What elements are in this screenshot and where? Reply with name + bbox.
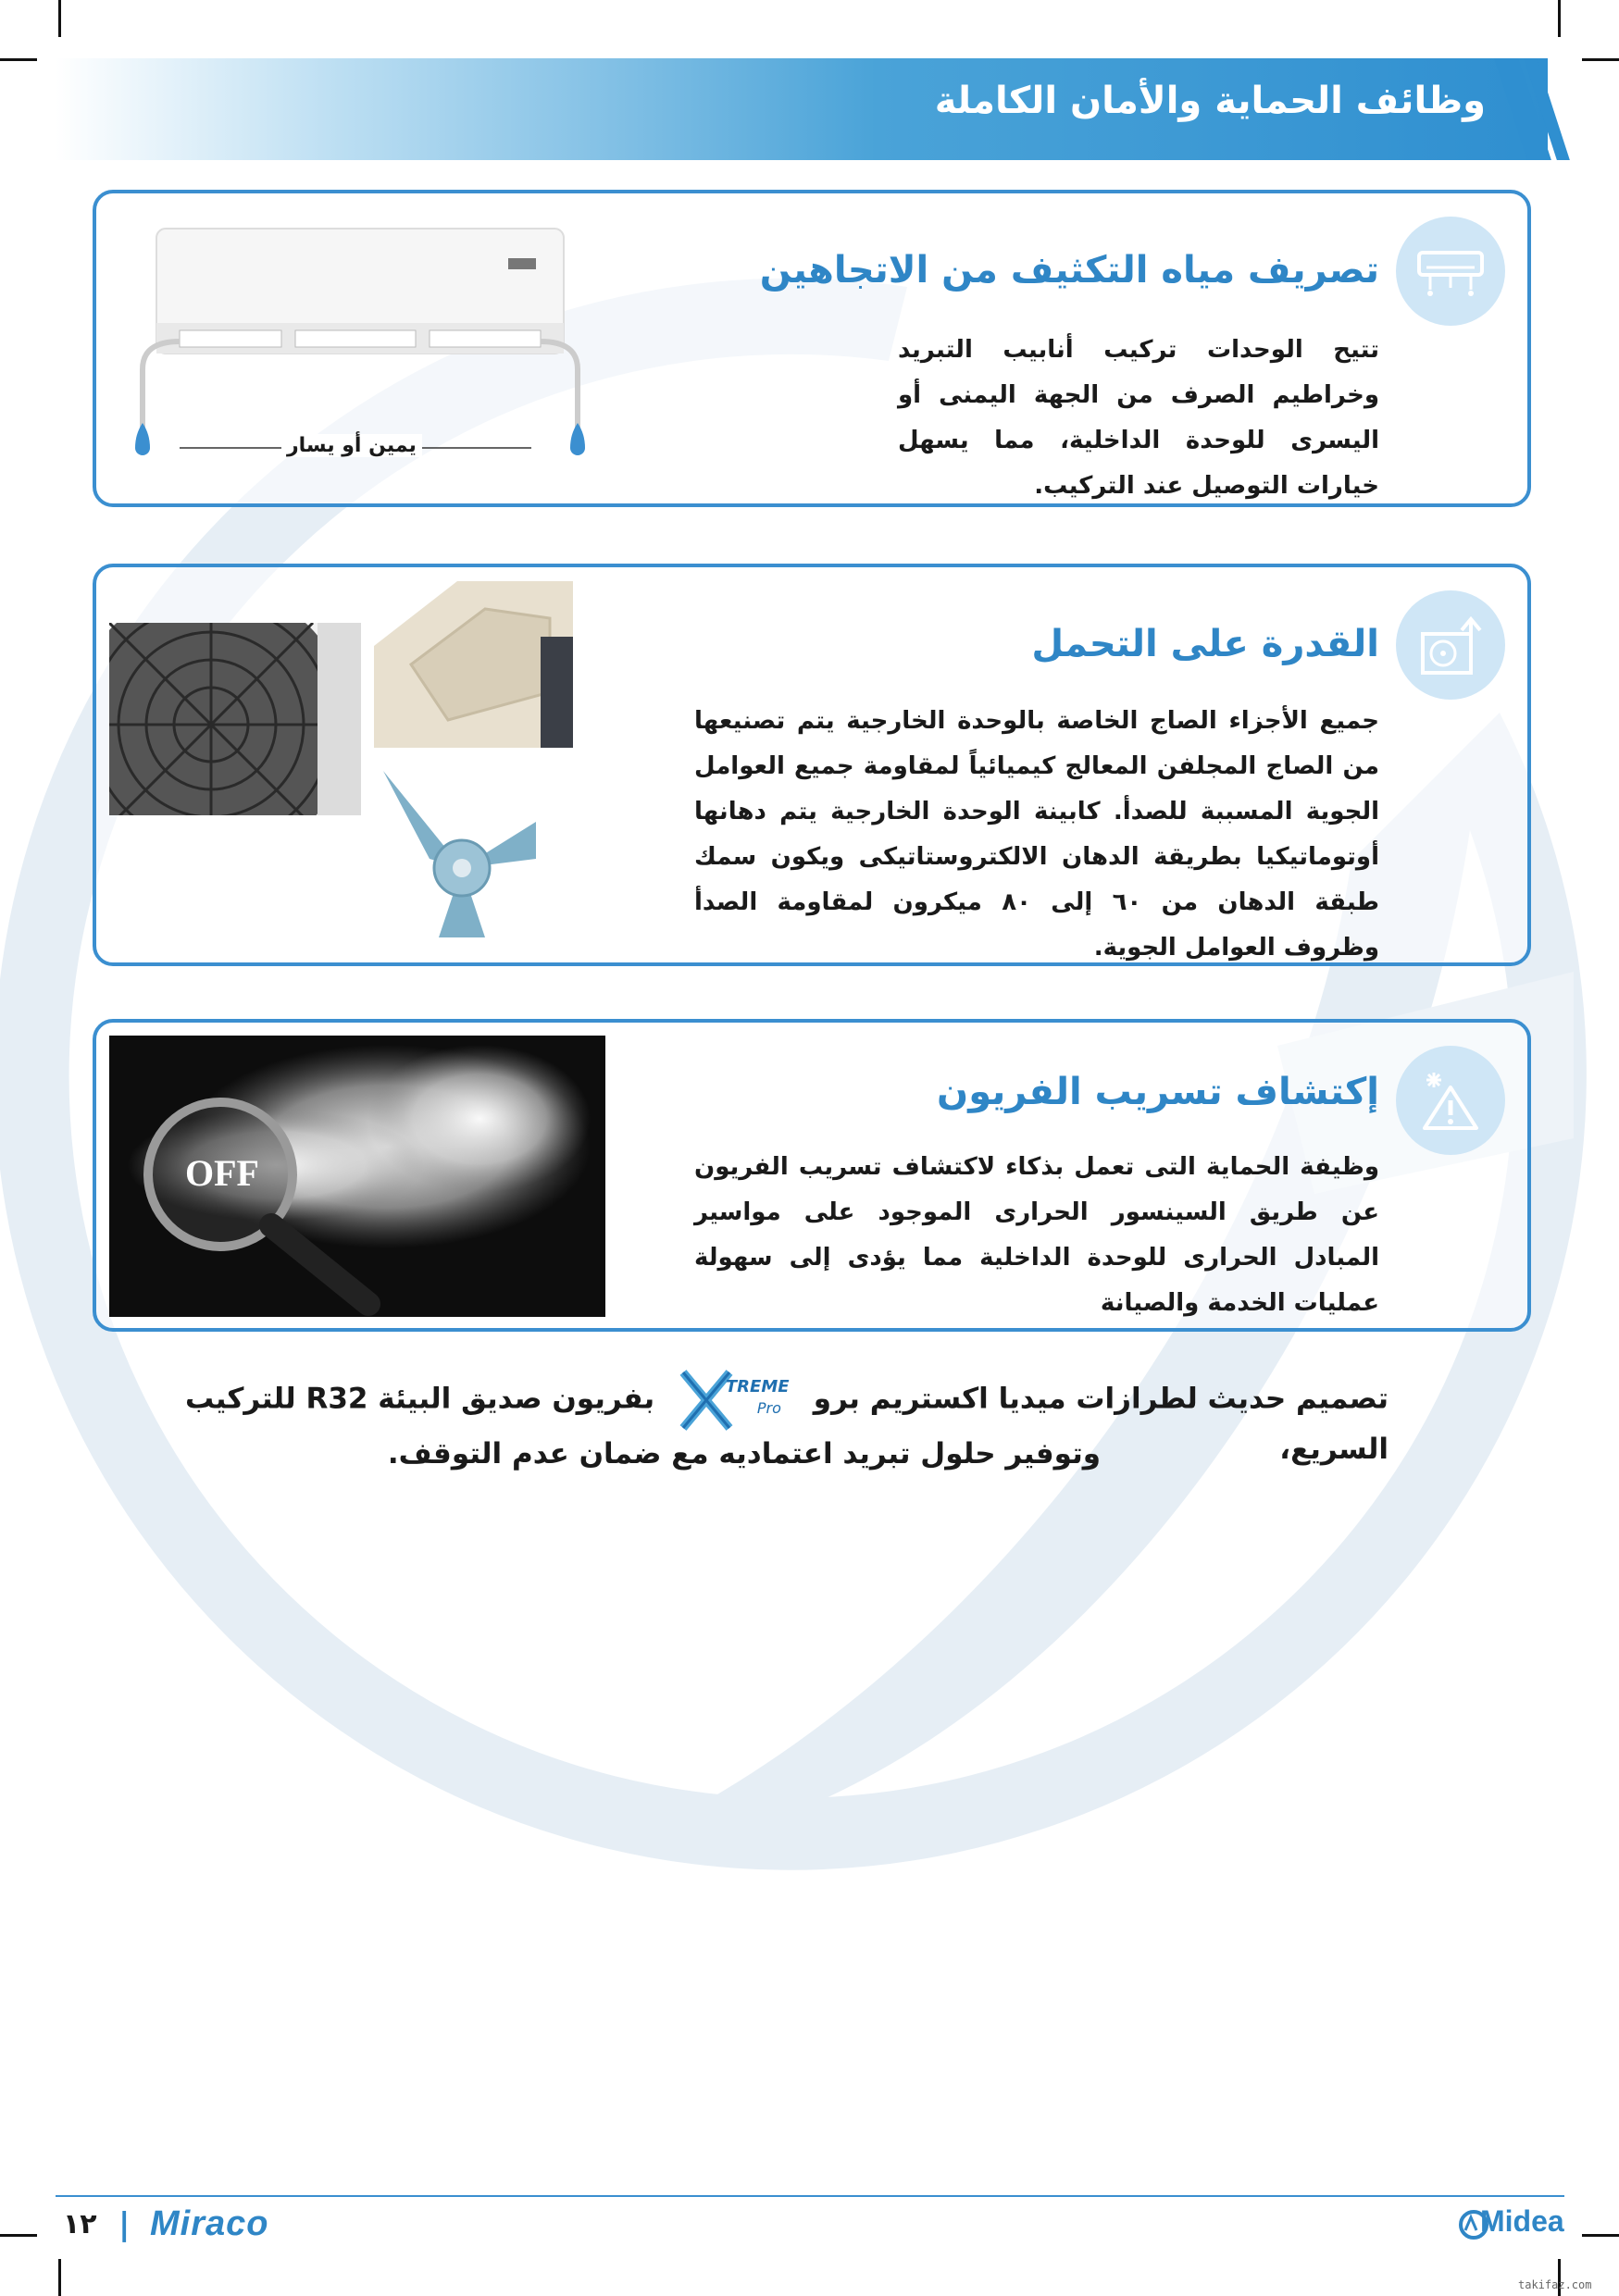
outdoor-unit-icon — [1396, 590, 1505, 700]
card-title: تصريف مياه التكثيف من الاتجاهين — [759, 249, 1379, 292]
fan-blade-image — [374, 766, 541, 937]
statement-part-2: بفريون صديق البيئة R32 للتركيب السريع، — [184, 1382, 1389, 1466]
card-description: وظيفة الحماية التى تعمل بذكاء لاكتشاف تسريب الفريون عن طريق السينسور الحرارى الموجود على مواسير المبادل الحرارى للوحدة الداخلية مما يؤدى إلى سهولة عمليات الخدمة والصيانة — [694, 1153, 1379, 1317]
statement-part-1: تصميم حديث لطرازات ميديا اكستريم برو — [813, 1382, 1389, 1416]
xtreme-pro-logo — [665, 1368, 803, 1433]
off-label: OFF — [185, 1152, 259, 1194]
footer-separator: | — [118, 2206, 131, 2243]
galvanized-panel-image — [374, 581, 573, 748]
site-watermark: takifaz.com — [1518, 2278, 1592, 2291]
fan-grille-image — [109, 623, 361, 815]
refrigerant-leak-image — [109, 1036, 605, 1317]
card-description: تتيح الوحدات تركيب أنابيب التبريد وخراطيم الصرف من الجهة اليمنى أو اليسرى للوحدة الداخلية، مما يسهل خيارات التوصيل عند التركيب. — [898, 336, 1379, 500]
crop-mark — [1558, 0, 1561, 37]
feature-card-durability — [93, 564, 1531, 966]
crop-mark — [58, 2259, 61, 2296]
feature-card-drain — [93, 190, 1531, 507]
crop-mark — [0, 58, 37, 61]
image-caption: يمين أو يسار — [281, 434, 422, 457]
feature-card-leak-detection — [93, 1019, 1531, 1332]
crop-mark — [58, 0, 61, 37]
logo-text-bottom: Pro — [756, 1399, 781, 1417]
card-description: جميع الأجزاء الصاج الخاصة بالوحدة الخارجية يتم تصنيعها من الصاج المجلفن المعالج كيميائياً لمقاومة جميع العوامل الجوية المسببة للصدأ. كابينة الوحدة الخارجية يتم دهانها أوتوماتيكيا بطريقة الدهان الالكتروستاتيكى ويكون سمك طبقة الدهان من ٦٠ إلى ٨٠ ميكرون لمقاومة الصدأ وظروف العوامل الجوية. — [694, 707, 1379, 962]
crop-mark — [1582, 2234, 1619, 2237]
crop-mark — [0, 2234, 37, 2237]
bottom-statement-line-2: وتوفير حلول تبريد اعتماديه مع ضمان عدم التوقف. — [387, 1437, 1101, 1471]
footer-divider — [56, 2195, 1564, 2197]
indoor-unit-drain-icon — [1396, 217, 1505, 326]
card-title: إكتشاف تسريب الفريون — [937, 1071, 1379, 1113]
midea-logo-text: Midea — [1480, 2204, 1564, 2238]
miraco-logo: Miraco — [150, 2204, 269, 2243]
page-number: ١٢ — [63, 2208, 97, 2240]
crop-mark — [1582, 58, 1619, 61]
page-title: وظائف الحماية والأمان الكاملة — [934, 80, 1486, 122]
logo-text-top: TREME — [725, 1377, 790, 1396]
leak-warning-icon — [1396, 1046, 1505, 1155]
card-title: القدرة على التحمل — [1031, 623, 1379, 665]
